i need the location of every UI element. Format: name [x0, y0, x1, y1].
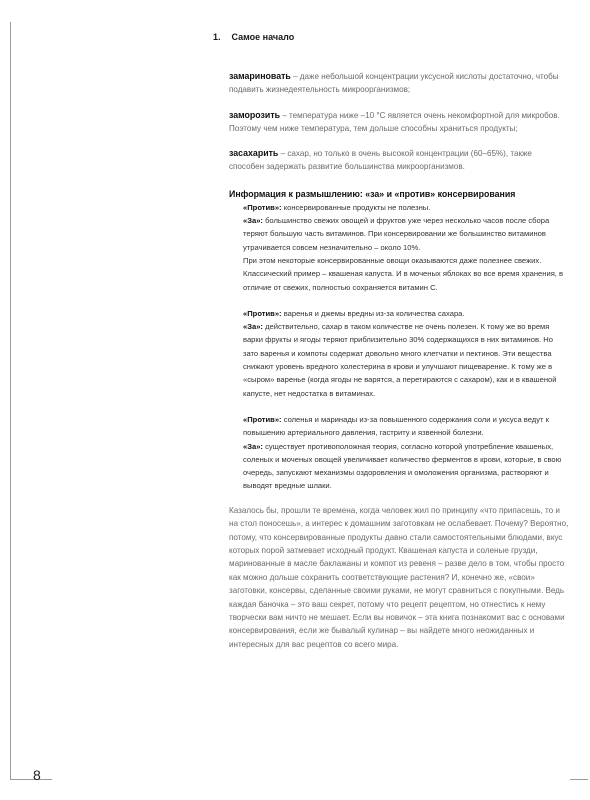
info-text: При этом некоторые консервированные овощи оказываются даже полезнее свежих. Классический пример – квашеная капуста. И в моченых яблоках во все время хранения, в отличие от свежих, полностью сохраняется витамин С. [243, 255, 564, 292]
info-paragraph [243, 307, 567, 320]
term-block-sugar [229, 147, 569, 174]
chapter-title: Самое начало [231, 32, 295, 42]
info-paragraph [243, 320, 567, 400]
info-text: большинство свежих овощей и фруктов уже через несколько часов после сбора теряют большую часть витаминов. При консервировании же большинство витаминов утрачивается совсем незначительно – около 10%. [243, 216, 550, 252]
chapter-number: 1. [213, 32, 221, 42]
term-block-marinate [229, 70, 569, 97]
info-paragraph [243, 413, 567, 440]
info-text: соленья и маринады из-за повышенного содержания соли и уксуса ведут к повышению артериального давления, гастриту и язвенной болезни. [243, 414, 549, 438]
term-definition: – температура ниже –10 °С является очень некомфортной для микробов. Поэтому чем ниже температура, тем дольше способны храниться продукты; [229, 110, 560, 133]
page-frame-bottom-line [10, 779, 52, 780]
paragraph-gap [243, 400, 567, 413]
term-definition: – даже небольшой концентрации уксусной кислоты достаточно, чтобы подавить жизнедеятельность микроорганизмов; [229, 72, 559, 95]
info-paragraph [243, 440, 567, 493]
against-label: «Против»: [243, 414, 282, 424]
for-label: «За»: [243, 322, 263, 332]
page-frame-left-line [10, 22, 11, 780]
term-block-freeze [229, 109, 569, 136]
for-label: «За»: [243, 216, 263, 226]
against-label: «Против»: [243, 202, 282, 212]
page-frame-bottom-right-line [570, 779, 588, 780]
term-definition: – сахар, но только в очень высокой концентрации (60–65%), также способен задержать развитие большинства микроорганизмов. [229, 149, 532, 172]
term-word: замариновать [229, 71, 291, 81]
against-label: «Против»: [243, 308, 282, 318]
info-section-body [243, 201, 567, 493]
page-number: 8 [33, 767, 41, 783]
info-section-title: Информация к размышлению: «за» и «против» консервирования [229, 188, 516, 199]
chapter-header [213, 32, 294, 42]
for-label: «За»: [243, 441, 263, 451]
info-text: варенья и джемы вредны из-за количества сахара. [281, 308, 465, 318]
info-paragraph [243, 214, 567, 254]
term-word: засахарить [229, 148, 279, 159]
info-text: действительно, сахар в таком количестве не очень полезен. К тому же во время варки фрукты и ягоды теряют приблизительно 30% содержащихся в них витаминов. Но зато варенья и компоты содержат довольно много клетчатки и пектинов. Эти вещества снижают уровень вредного холестерина в крови и улучшают пищеварение. К тому же в «сыром» варенье (когда ягоды не варятся, а перетираются с сахаром), как и в квашеной капусте, нет недостатка в витаминах. [243, 322, 557, 398]
main-text-column [229, 70, 569, 651]
info-paragraph [243, 201, 567, 214]
info-text: консервированные продукты не полезны. [281, 202, 431, 212]
term-word: заморозить [229, 109, 281, 120]
paragraph-gap [243, 294, 567, 307]
closing-paragraph: Казалось бы, прошли те времена, когда человек жил по принципу «что припасешь, то и на стол поносешь», а интерес к домашним заготовкам не ослабевает. Почему? Вероятно, потому, что консервированные продукты давно стали самостоятельными блюдами, вкус которых порой затмевает исходный продукт. Квашеная капуста и соленые грузди, маринованные в масле баклажаны и компот из ревеня – разве дело в том, чтобы просто как можно дольше сохранить соответствующие растения? И, конечно же, «свои» заготовки, консервы, сделанные своими руками, не могут сравниться с покупными. Ведь каждая баночка – это ваш секрет, потому что рецепт рецептом, но отнестись к нему творчески вам ничто не мешает. Если вы новичок – эта книга познакомит вас с основами консервирования, если же бывалый кулинар – вы найдете много неожиданных и интересных для вас рецептов со всего мира. [229, 505, 569, 649]
info-paragraph [243, 254, 567, 294]
info-text: существует противоположная теория, согласно которой употребление квашеных, соленых и моченых овощей увеличивает количество ферментов в крови, которые, в свою очередь, запускают механизмы оздоровления и омоложения организма, растворяют и выводят вредные шлаки. [243, 441, 562, 491]
